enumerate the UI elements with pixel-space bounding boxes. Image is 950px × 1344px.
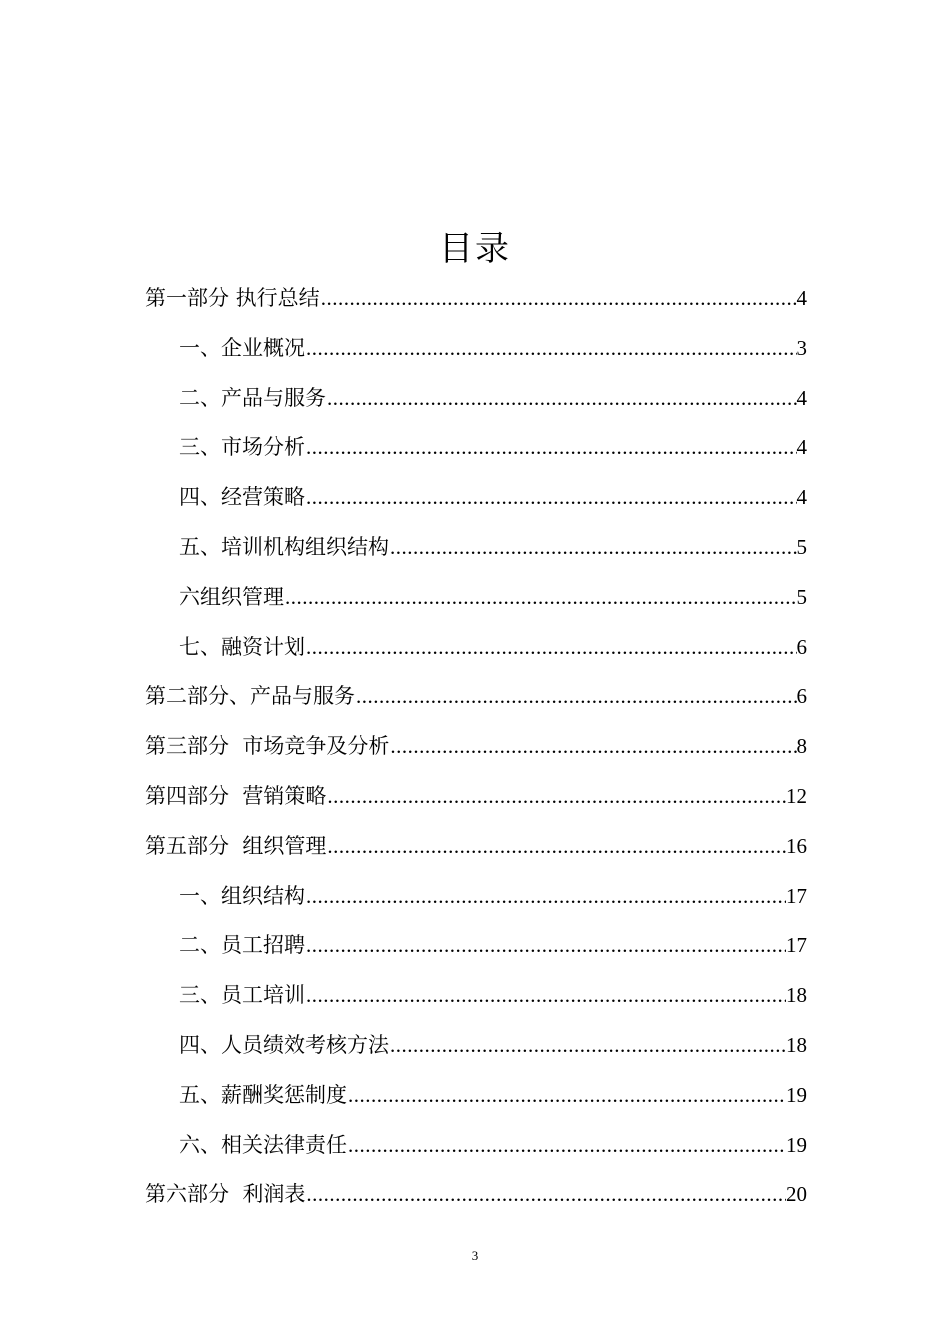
- toc-dot-leader: [389, 1021, 786, 1071]
- toc-entry-label: 第四部分 营销策略: [145, 783, 327, 808]
- toc-entry[interactable]: [145, 971, 807, 1021]
- toc-entry-page: 17: [786, 883, 807, 908]
- toc-entry-page: 5: [796, 584, 807, 609]
- toc-dot-leader: [305, 324, 797, 374]
- toc-entry-page: 6: [796, 684, 807, 709]
- toc-dot-leader: [305, 872, 786, 922]
- toc-entry-label: 第六部分 利润表: [145, 1182, 306, 1207]
- toc-entry-label: 三、员工培训: [179, 983, 305, 1008]
- toc-entry-page: 19: [786, 1132, 807, 1157]
- toc-dot-leader: [355, 672, 797, 722]
- toc-entry-page: 12: [786, 783, 807, 808]
- toc-dot-leader: [326, 822, 786, 872]
- toc-entry[interactable]: [145, 523, 807, 573]
- toc-entry-page: 19: [786, 1082, 807, 1107]
- page-title: 目录: [439, 229, 511, 269]
- toc-dot-leader: [284, 573, 797, 623]
- toc-entry[interactable]: [145, 1071, 807, 1121]
- page-number: 3: [471, 1248, 479, 1263]
- toc-entry-page: 18: [786, 1032, 807, 1057]
- toc-entry-page: 3: [796, 335, 807, 360]
- toc-entry-label: 第五部分 组织管理: [145, 833, 327, 858]
- toc-dot-leader: [305, 473, 797, 523]
- toc-entry[interactable]: [145, 1170, 807, 1220]
- toc-entry[interactable]: [145, 623, 807, 673]
- toc-entry[interactable]: [145, 722, 807, 772]
- toc-dot-leader: [389, 722, 796, 772]
- toc-entry[interactable]: [145, 274, 807, 324]
- toc-dot-leader: [305, 921, 786, 971]
- toc-entry[interactable]: [145, 1021, 807, 1071]
- toc-entry-label: 第二部分、产品与服务: [145, 684, 355, 709]
- toc-dot-leader: [320, 274, 797, 324]
- toc-dot-leader: [305, 971, 786, 1021]
- toc-entry-label: 五、培训机构组织结构: [179, 534, 389, 559]
- toc-entry-label: 六组织管理: [179, 584, 284, 609]
- table-of-contents: [145, 274, 807, 1220]
- toc-entry[interactable]: [145, 324, 807, 374]
- toc-dot-leader: [305, 423, 797, 473]
- toc-entry[interactable]: [145, 822, 807, 872]
- toc-entry-page: 6: [796, 634, 807, 659]
- toc-entry-page: 4: [796, 435, 807, 460]
- toc-dot-leader: [326, 374, 797, 424]
- toc-entry-label: 五、薪酬奖惩制度: [179, 1082, 347, 1107]
- toc-entry-page: 8: [796, 734, 807, 759]
- toc-entry-label: 六、相关法律责任: [179, 1132, 347, 1157]
- toc-entry-label: 四、经营策略: [179, 485, 305, 510]
- toc-entry[interactable]: [145, 872, 807, 922]
- toc-entry[interactable]: [145, 573, 807, 623]
- toc-entry-label: 四、人员绩效考核方法: [179, 1032, 389, 1057]
- toc-dot-leader: [305, 1170, 786, 1220]
- toc-dot-leader: [305, 623, 797, 673]
- toc-entry-label: 第三部分 市场竞争及分析: [145, 734, 390, 759]
- toc-entry-page: 16: [786, 833, 807, 858]
- toc-entry[interactable]: [145, 672, 807, 722]
- toc-dot-leader: [389, 523, 797, 573]
- toc-dot-leader: [347, 1071, 786, 1121]
- toc-entry-page: 20: [786, 1182, 807, 1207]
- toc-entry-label: 二、产品与服务: [179, 385, 326, 410]
- toc-entry[interactable]: [145, 1121, 807, 1171]
- toc-entry-label: 第一部分 执行总结: [145, 286, 320, 310]
- toc-entry-label: 一、组织结构: [179, 883, 305, 908]
- toc-entry[interactable]: [145, 921, 807, 971]
- toc-entry-page: 5: [796, 534, 807, 559]
- toc-entry-page: 18: [786, 983, 807, 1008]
- toc-entry-label: 一、企业概况: [179, 335, 305, 360]
- toc-entry-page: 4: [796, 286, 807, 310]
- toc-entry-label: 七、融资计划: [179, 634, 305, 659]
- toc-entry-page: 4: [796, 485, 807, 510]
- toc-entry-page: 4: [796, 385, 807, 410]
- toc-entry-label: 二、员工招聘: [179, 933, 305, 958]
- toc-entry[interactable]: [145, 772, 807, 822]
- toc-dot-leader: [326, 772, 786, 822]
- toc-entry-label: 三、市场分析: [179, 435, 305, 460]
- toc-entry-page: 17: [786, 933, 807, 958]
- toc-entry[interactable]: [145, 423, 807, 473]
- toc-entry[interactable]: [145, 374, 807, 424]
- toc-entry[interactable]: [145, 473, 807, 523]
- toc-dot-leader: [347, 1121, 786, 1171]
